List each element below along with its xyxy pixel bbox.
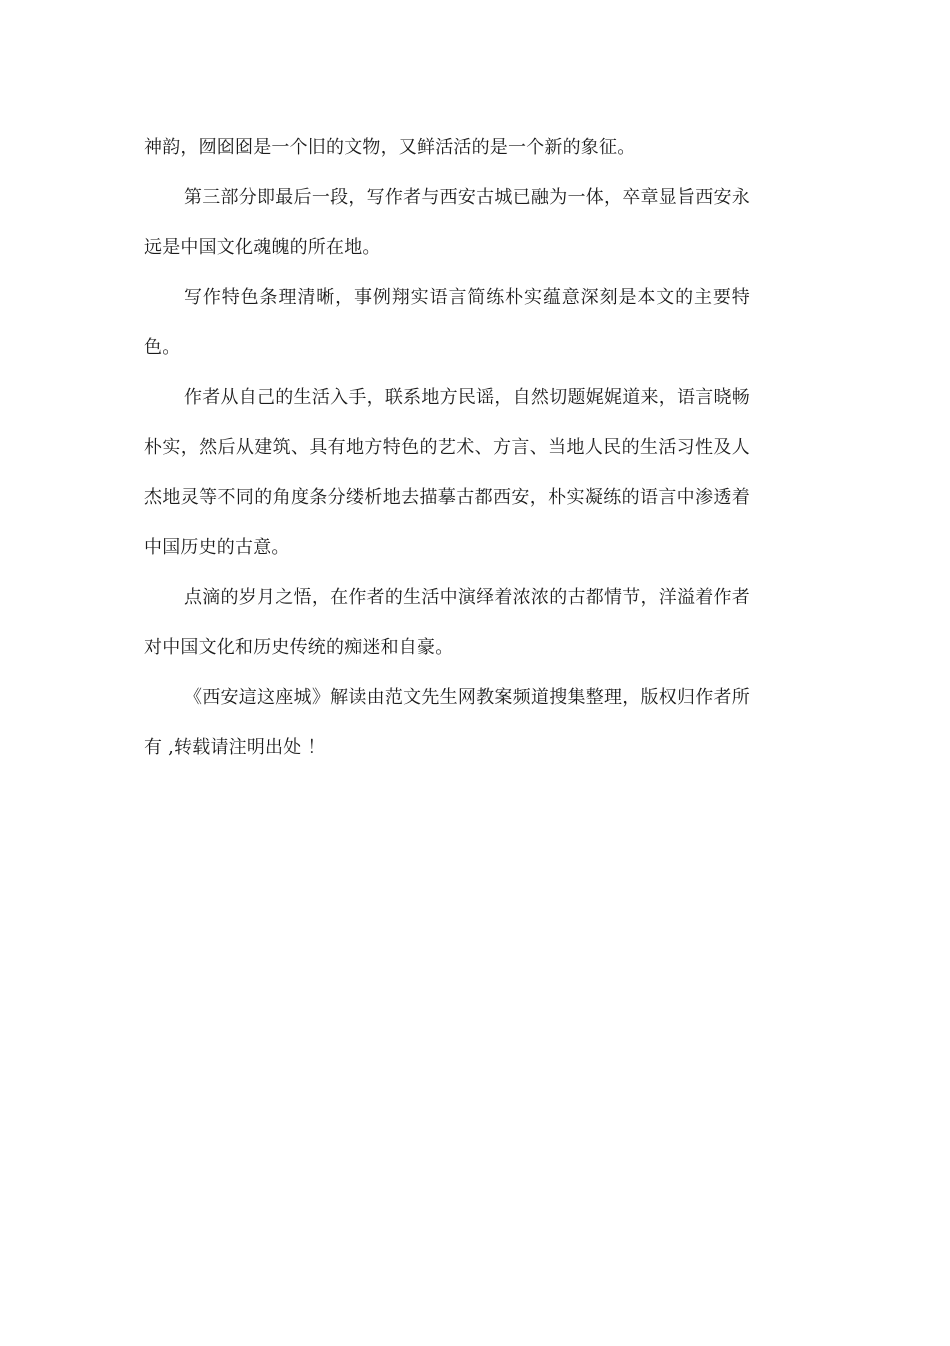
document-body [144,123,750,773]
paragraph-part-three: 第三部分即最后一段，写作者与西安古城已融为一体，卒章显旨西安永远是中国文化魂魄的所在地。 [144,187,750,258]
paragraph-author-approach: 作者从自己的生活入手，联系地方民谣，自然切题娓娓道来，语言晓畅朴实，然后从建筑、具有地方特色的艺术、方言、当地人民的生活习性及人杰地灵等不同的角度条分缕析地去描摹古都西安，朴实凝练的语言中渗透着中国历史的古意。 [144,387,750,558]
paragraph-writing-features: 写作特色条理清晰，事例翔实语言简练朴实蕴意深刻是本文的主要特色。 [144,287,750,358]
paragraph-copyright-notice: 《西安這这座城》解读由范文先生网教案频道搜集整理，版权归作者所有 ,转载请注明出处 ！ [144,687,750,758]
paragraph-reflection: 点滴的岁月之悟，在作者的生活中演绎着浓浓的古都情节，洋溢着作者对中国文化和历史传统的痴迷和自豪。 [144,587,750,658]
paragraph-continuation: 神韵，囫囵囵是一个旧的文物，又鲜活活的是一个新的象征。 [144,137,636,158]
